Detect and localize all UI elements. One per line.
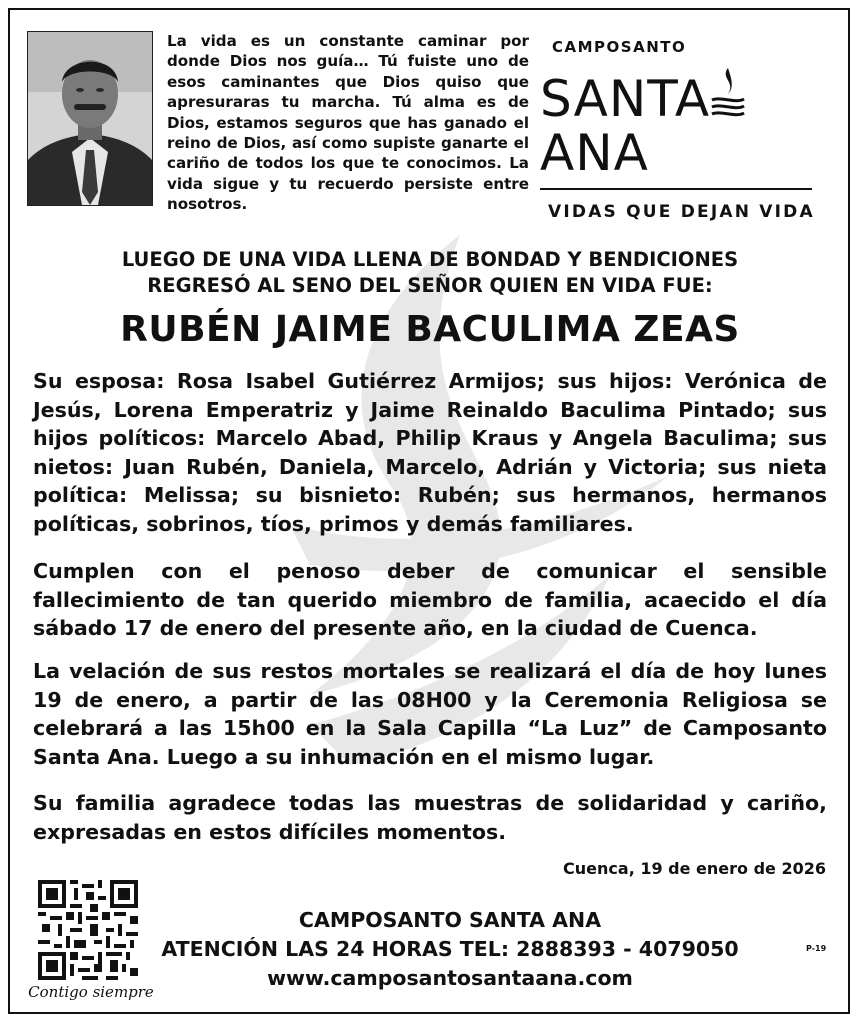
date-line: Cuenca, 19 de enero de 2026: [563, 859, 826, 878]
logo-main-left: SANTA: [540, 70, 711, 128]
logo-main-text: [540, 66, 820, 180]
intro-line-2: REGRESÓ AL SENO DEL SEÑOR QUIEN EN VIDA FUE:: [147, 274, 713, 297]
camposanto-logo: [540, 38, 820, 222]
announcement-paragraph: Cumplen con el penoso deber de comunicar el sensible fallecimiento de tan querido miembro de familia, acaecido el día sábado 17 de enero del presente año, en la ciudad de Cuenca.: [33, 559, 827, 640]
ad-code: P-19: [806, 944, 827, 953]
footer-website-link[interactable]: www.camposantosantaana.com: [267, 966, 633, 990]
family-paragraph: Su esposa: Rosa Isabel Gutiérrez Armijos; sus hijos: Verónica de Jesús, Lorena Emperatriz y Jaime Reinaldo Baculima Pintado; sus hijos políticos: Marcelo Abad, Philip Kraus y Angela Baculima; sus nietos: Juan Rubén, Daniela, Marcelo, Adrián y Victoria; sus nieta política: Melissa; su bisnieto: Rubén; sus hermanos, hermanos políticas, sobrinos, tíos, primos y demás familiares.: [33, 369, 827, 536]
logo-main-right: ANA: [540, 124, 649, 182]
intro-text: [30, 247, 830, 299]
ceremony-paragraph: La velación de sus restos mortales se realizará el día de hoy lunes 19 de enero, a partir de las 08H00 y la Ceremonia Religiosa se celebrará a las 15h00 en la Sala Capilla “La Luz” de Camposanto Santa Ana. Luego a su inhumación en el mismo lugar.: [33, 659, 827, 769]
thanks-paragraph: Su familia agradece todas las muestras de solidaridad y cariño, expresadas en estos difíciles momentos.: [33, 791, 827, 844]
slogan-text: Contigo siempre: [28, 983, 154, 1001]
footer-contact: [160, 906, 740, 993]
footer-line-2: ATENCIÓN LAS 24 HORAS TEL: 2888393 - 4079050: [161, 937, 739, 961]
intro-line-1: LUEGO DE UNA VIDA LLENA DE BONDAD Y BENDICIONES: [121, 248, 739, 271]
portrait-photo: [27, 31, 153, 206]
flame-icon: [710, 66, 746, 120]
logo-tagline: VIDAS QUE DEJAN VIDA: [548, 202, 815, 222]
poem-text: La vida es un constante caminar por donde Dios nos guía… Tú fuiste uno de esos caminantes que Dios quiso que apresuraras tu marcha. Tú alma es de Dios, estamos seguros que has ganado el reino de Dios, así como supiste ganarte el cariño de todos los que te conocimos. La vida sigue y tu recuerdo persiste entre nosotros.: [167, 32, 529, 214]
logo-divider: [540, 188, 812, 190]
footer-line-1: CAMPOSANTO SANTA ANA: [298, 908, 602, 932]
logo-small-text: CAMPOSANTO: [552, 38, 687, 56]
qr-code: [38, 880, 138, 980]
deceased-name: RUBÉN JAIME BACULIMA ZEAS: [120, 309, 740, 350]
